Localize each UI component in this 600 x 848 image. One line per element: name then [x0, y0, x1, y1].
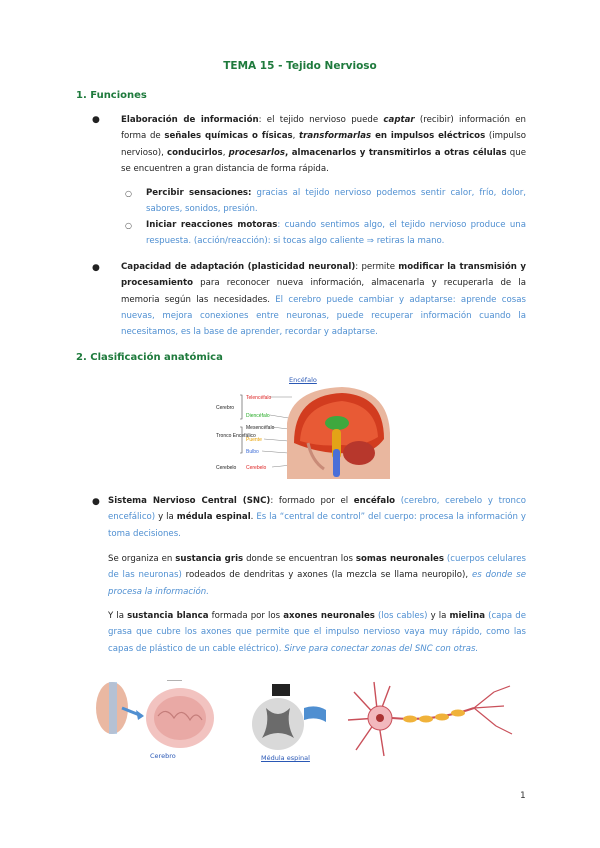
label-cerebelo: Cerebelo: [246, 465, 267, 471]
page-title: TEMA 15 - Tejido Nervioso: [223, 60, 377, 72]
text-span: ,: [292, 131, 300, 142]
bullet-dot-icon: ●: [92, 263, 100, 273]
note-somas: (cuerpos celulares de las neuronas): [108, 554, 527, 581]
text-span: Y la: [108, 611, 128, 621]
figure-caption-cerebro: Cerebro: [150, 752, 176, 760]
text-span: que se encuentren a gran distancia de forma rápida.: [121, 147, 526, 174]
text-span: : formado por el: [270, 496, 354, 506]
neuron-diagram: [344, 672, 516, 762]
note-procesa: es donde se procesa la información.: [108, 570, 527, 597]
term-elaboracion: Elaboración de información: [121, 115, 259, 125]
note-mielina: (capa de grasa que cubre los axones que permite que el impulso nervioso vaya muy rápido, como las capas de plástico de un cable eléctrico).: [108, 611, 526, 654]
bullet-dot-icon: ●: [92, 115, 100, 125]
paragraph-iniciar: [146, 217, 526, 250]
label-bulbo: Bulbo: [246, 449, 259, 455]
note-cables: (los cables): [374, 611, 428, 621]
text-span: y la: [155, 512, 177, 523]
sub-bullet-circle-icon: ○: [125, 189, 132, 198]
paragraph-plasticidad: [121, 259, 526, 341]
label-diencefalo: Diencéfalo: [246, 413, 270, 419]
term-modificar: modificar la transmisión y procesamiento: [121, 262, 526, 289]
note-encefalo: (cerebro, cerebelo y tronco encefálico): [108, 496, 526, 523]
paragraph-percibir: [146, 185, 526, 218]
text-span: (impulso nervioso),: [121, 131, 526, 158]
text-span: y la: [427, 611, 450, 621]
term-axones: axones neuronales: [283, 611, 375, 621]
text-span: .: [250, 512, 257, 523]
note-conectar: Sirve para conectar zonas del SNC con otras.: [284, 643, 479, 654]
label-mesencefalo: Mesencéfalo: [246, 425, 275, 431]
label-puente: Puente: [246, 437, 262, 443]
text-span: para reconocer nueva información, almacenarla y recuperarla de la memoria según las necesidades.: [121, 278, 526, 305]
term-snc: Sistema Nervioso Central (SNC): [108, 496, 271, 506]
text-span: rodeados de dendritas y axones (la mezcla se llama neuropilo),: [181, 570, 472, 581]
text-span: ,: [222, 147, 229, 158]
brain-coronal-diagram: [92, 676, 222, 758]
sub-bullet-circle-icon: ○: [125, 221, 132, 230]
term-senales: señales químicas o físicas: [164, 131, 293, 142]
label-cerebelo-group: Cerebelo: [216, 465, 237, 471]
brain-diagram: [212, 383, 392, 479]
text-span: formada por los: [208, 611, 284, 621]
note-percibir: gracias al tejido nervioso podemos sentir calor, frío, dolor, sabores, sonidos, presión.: [146, 188, 526, 215]
term-plasticidad: Capacidad de adaptación (plasticidad neuronal): [121, 262, 356, 272]
term-encefalo: encéfalo: [353, 496, 396, 506]
note-iniciar: : cuando sentimos algo, el tejido nervioso produce una respuesta. (acción/reacción): si tocas algo caliente ⇒ retiras la mano.: [146, 220, 527, 247]
term-conducirlos: conducirlos: [167, 147, 223, 158]
bullet-dot-icon: ●: [92, 497, 100, 507]
page-number: 1: [520, 791, 526, 801]
text-span: : permite: [355, 262, 399, 272]
label-cerebro: Cerebro: [216, 405, 235, 411]
term-captar: captar: [383, 115, 415, 125]
term-percibir: Percibir sensaciones:: [146, 188, 252, 198]
spinal-cord-diagram: [242, 680, 330, 756]
text-span: Se organiza en: [108, 554, 176, 564]
term-somas: somas neuronales: [355, 554, 444, 564]
label-sustancia-gris-fig: ———: [167, 678, 182, 684]
section-heading-clasificacion: 2. Clasificación anatómica: [76, 352, 223, 363]
term-sustancia-gris: sustancia gris: [175, 554, 244, 564]
paragraph-sustancia-gris: [108, 551, 526, 600]
text-span: : el tejido nervioso puede: [258, 115, 384, 125]
label-telencefalo: Telencéfalo: [246, 395, 272, 401]
figure-caption-encefalo: Encéfalo: [289, 376, 317, 384]
term-almacenarlos: , almacenarlos y transmitirlos a otras células: [284, 147, 507, 158]
note-plasticidad: El cerebro puede cambiar y adaptarse: aprende cosas nuevas, mejora conexiones entre neuronas, puede recuperar información cuando la necesitamos, es la base de aprender, recordar y adaptarse.: [121, 294, 526, 338]
label-tronco: Tronco Encefálico: [216, 433, 256, 439]
term-procesarlos: procesarlos: [228, 147, 285, 158]
note-central-control: Es la “central de control” del cuerpo: procesa la información y toma decisiones.: [108, 512, 526, 539]
paragraph-sustancia-blanca: [108, 608, 526, 657]
paragraph-elaboracion: [121, 112, 526, 177]
figure-caption-medula: Médula espinal: [261, 754, 310, 762]
text-span: (recibir) información en forma de: [121, 115, 526, 142]
term-impulsos: en impulsos eléctricos: [371, 131, 486, 142]
term-mielina: mielina: [449, 611, 486, 621]
paragraph-snc: [108, 493, 526, 542]
text-span: donde se encuentran los: [243, 554, 356, 564]
section-heading-funciones: 1. Funciones: [76, 90, 147, 101]
term-transformarlas: transformarlas: [299, 131, 372, 142]
term-iniciar: Iniciar reacciones motoras: [146, 220, 278, 230]
term-sustancia-blanca: sustancia blanca: [127, 611, 209, 621]
term-medula: médula espinal: [176, 512, 251, 523]
